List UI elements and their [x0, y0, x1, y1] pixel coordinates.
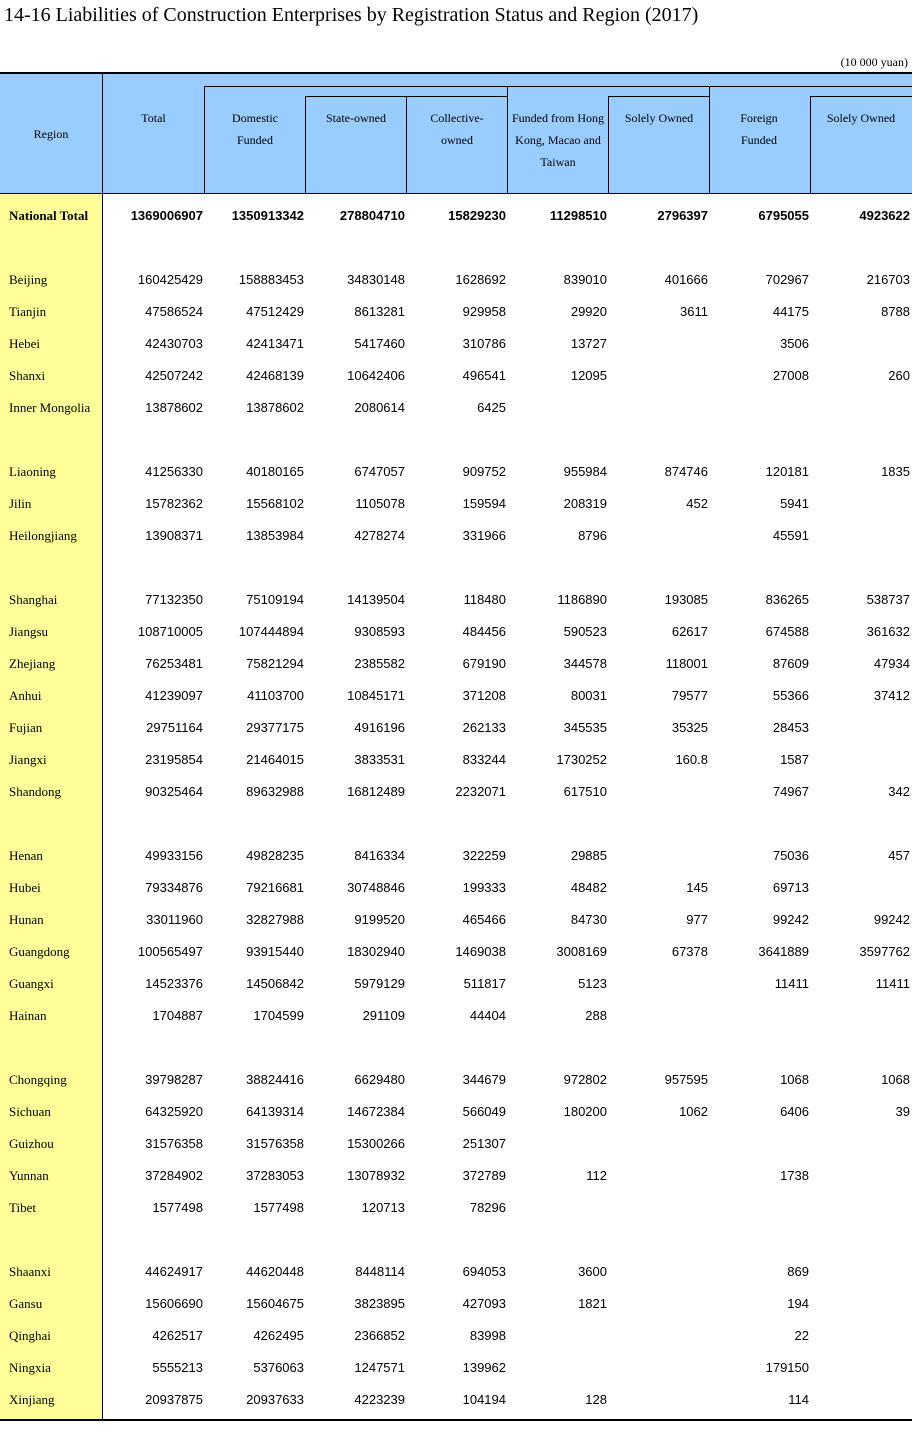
- cell-value: 99242: [873, 912, 910, 927]
- table-row: [0, 1264, 912, 1284]
- region-name: Hainan: [9, 1008, 47, 1023]
- region-name: Jilin: [9, 496, 32, 511]
- cell-value: 8416334: [354, 848, 405, 863]
- cell-value: 49828235: [246, 848, 304, 863]
- cell-value: 874746: [664, 464, 708, 479]
- cell-value: 41256330: [145, 464, 203, 479]
- cell-value: 93915440: [246, 944, 304, 959]
- cell-value: 77132350: [145, 592, 203, 607]
- cell-value: 3008169: [556, 944, 607, 959]
- cell-value: 84730: [570, 912, 607, 927]
- table-row: [0, 496, 912, 516]
- cell-value: 41103700: [247, 688, 304, 703]
- cell-value: 87609: [772, 656, 809, 671]
- cell-value: 89632988: [246, 784, 304, 799]
- cell-value: 29885: [570, 848, 607, 863]
- cell-value: 262133: [462, 720, 506, 735]
- table-row: [0, 304, 912, 324]
- cell-value: 496541: [462, 368, 506, 383]
- cell-value: 99242: [772, 912, 809, 927]
- region-name: Shaanxi: [9, 1264, 51, 1279]
- cell-value: 1577498: [253, 1200, 304, 1215]
- cell-value: 401666: [664, 272, 708, 287]
- table-row: [0, 1392, 912, 1412]
- cell-value: 41239097: [145, 688, 203, 703]
- cell-value: 22: [794, 1328, 809, 1343]
- cell-value: 32827988: [246, 912, 304, 927]
- cell-value: 39798287: [145, 1072, 203, 1087]
- header-solely-owned-1: Solely Owned: [624, 111, 694, 125]
- table-row: [0, 1168, 912, 1188]
- cell-value: 8613281: [354, 304, 405, 319]
- cell-value: 16812489: [347, 784, 405, 799]
- cell-value: 15829230: [448, 208, 506, 223]
- cell-value: 139962: [462, 1360, 506, 1375]
- cell-value: 13878602: [145, 400, 203, 415]
- cell-value: 76253481: [145, 656, 203, 671]
- cell-value: 1835: [881, 464, 910, 479]
- cell-value: 9199520: [354, 912, 405, 927]
- cell-value: 14523376: [145, 976, 203, 991]
- cell-value: 12095: [570, 368, 607, 383]
- table-bottom-rule: [0, 1419, 912, 1421]
- cell-value: 6747057: [354, 464, 405, 479]
- cell-value: 869: [787, 1264, 809, 1279]
- region-name: Beijing: [9, 272, 48, 287]
- cell-value: 10845171: [347, 688, 405, 703]
- cell-value: 1587: [780, 752, 809, 767]
- region-name: Guangxi: [9, 976, 54, 991]
- cell-value: 3833531: [354, 752, 405, 767]
- cell-value: 9308593: [354, 624, 405, 639]
- cell-value: 4923622: [859, 208, 910, 223]
- cell-value: 114: [788, 1392, 809, 1407]
- region-name: Zhejiang: [9, 656, 56, 671]
- cell-value: 344578: [563, 656, 607, 671]
- cell-value: 10642406: [347, 368, 405, 383]
- region-name: Heilongjiang: [9, 528, 77, 543]
- cell-value: 5417460: [354, 336, 405, 351]
- cell-value: 345535: [563, 720, 607, 735]
- table-row: [0, 528, 912, 548]
- header-solely-owned-2: Solely Owned: [826, 111, 896, 125]
- cell-value: 4916196: [354, 720, 405, 735]
- cell-value: 617510: [563, 784, 607, 799]
- cell-value: 839010: [563, 272, 607, 287]
- header-foreign: Foreign Funded: [740, 111, 778, 147]
- region-name: Liaoning: [9, 464, 56, 479]
- cell-value: 4262495: [253, 1328, 304, 1343]
- region-name: National Total: [9, 208, 89, 223]
- cell-value: 158883453: [238, 272, 304, 287]
- cell-value: 29751164: [146, 720, 203, 735]
- cell-value: 34830148: [347, 272, 405, 287]
- cell-value: 8796: [578, 528, 607, 543]
- cell-value: 1821: [578, 1296, 607, 1311]
- table-row: [0, 976, 912, 996]
- cell-value: 291109: [362, 1008, 405, 1023]
- header-hkmt: Funded from Hong Kong, Macao and Taiwan: [512, 111, 604, 169]
- cell-value: 79216681: [246, 880, 304, 895]
- region-name: Guizhou: [9, 1136, 54, 1151]
- cell-value: 5123: [578, 976, 607, 991]
- header-domestic: Domestic Funded: [232, 111, 278, 147]
- cell-value: 955984: [563, 464, 607, 479]
- cell-value: 322259: [462, 848, 506, 863]
- table-title: 14-16 Liabilities of Construction Enterprises by Registration Status and Region (2017): [4, 4, 699, 26]
- cell-value: 15782362: [145, 496, 203, 511]
- cell-value: 1068: [881, 1072, 910, 1087]
- table-row: [0, 880, 912, 900]
- cell-value: 13908371: [145, 528, 203, 543]
- cell-value: 29920: [570, 304, 607, 319]
- cell-value: 957595: [664, 1072, 708, 1087]
- cell-value: 1704887: [152, 1008, 203, 1023]
- table-row: [0, 944, 912, 964]
- cell-value: 39: [895, 1104, 910, 1119]
- header-region: Region: [33, 127, 69, 141]
- cell-value: 38824416: [246, 1072, 304, 1087]
- cell-value: 372789: [462, 1168, 506, 1183]
- cell-value: 20937633: [246, 1392, 304, 1407]
- table-row: [0, 656, 912, 676]
- table-row: [0, 752, 912, 772]
- table-row: [0, 592, 912, 612]
- cell-value: 35325: [671, 720, 708, 735]
- cell-value: 538737: [866, 592, 910, 607]
- cell-value: 6425: [477, 400, 506, 415]
- cell-value: 331966: [462, 528, 506, 543]
- cell-value: 3600: [578, 1264, 607, 1279]
- cell-value: 694053: [462, 1264, 506, 1279]
- cell-value: 160425429: [137, 272, 203, 287]
- cell-value: 2080614: [354, 400, 405, 415]
- cell-value: 44404: [469, 1008, 506, 1023]
- cell-value: 21464015: [246, 752, 304, 767]
- cell-value: 112: [586, 1168, 607, 1183]
- cell-value: 42430703: [145, 336, 203, 351]
- cell-value: 1628692: [455, 272, 506, 287]
- region-name: Hubei: [9, 880, 41, 895]
- cell-value: 278804710: [339, 208, 405, 223]
- table-row: [0, 624, 912, 644]
- table-row: [0, 784, 912, 804]
- table-row: [0, 1104, 912, 1124]
- cell-value: 118480: [463, 592, 506, 607]
- cell-value: 75036: [772, 848, 809, 863]
- cell-value: 13078932: [347, 1168, 405, 1183]
- cell-value: 27008: [772, 368, 809, 383]
- cell-value: 118001: [665, 656, 708, 671]
- cell-value: 371208: [462, 688, 506, 703]
- region-name: Chongqing: [9, 1072, 67, 1087]
- cell-value: 44620448: [246, 1264, 304, 1279]
- cell-value: 427093: [462, 1296, 506, 1311]
- cell-value: 78296: [469, 1200, 506, 1215]
- cell-value: 79577: [671, 688, 708, 703]
- cell-value: 199333: [462, 880, 506, 895]
- table-header: [0, 72, 912, 194]
- cell-value: 29377175: [246, 720, 304, 735]
- cell-value: 74967: [772, 784, 809, 799]
- table-row: [0, 208, 912, 228]
- cell-value: 1704599: [253, 1008, 304, 1023]
- cell-value: 79334876: [145, 880, 203, 895]
- cell-value: 1369006907: [130, 208, 203, 223]
- cell-value: 75109194: [246, 592, 304, 607]
- table-row: [0, 1328, 912, 1348]
- cell-value: 929958: [462, 304, 506, 319]
- cell-value: 14139504: [347, 592, 405, 607]
- region-name: Qinghai: [9, 1328, 51, 1343]
- cell-value: 31576358: [145, 1136, 203, 1151]
- cell-value: 1068: [780, 1072, 809, 1087]
- cell-value: 8788: [881, 304, 910, 319]
- cell-value: 47934: [873, 656, 910, 671]
- cell-value: 702967: [765, 272, 809, 287]
- cell-value: 1105078: [355, 496, 405, 511]
- cell-value: 14672384: [347, 1104, 405, 1119]
- cell-value: 42507242: [145, 368, 203, 383]
- cell-value: 11411: [774, 976, 809, 991]
- cell-value: 40180165: [246, 464, 304, 479]
- cell-value: 1577498: [152, 1200, 203, 1215]
- cell-value: 194: [787, 1296, 809, 1311]
- cell-value: 216703: [866, 272, 910, 287]
- table-row: [0, 1200, 912, 1220]
- cell-value: 75821294: [246, 656, 304, 671]
- cell-value: 836265: [765, 592, 809, 607]
- cell-value: 37284902: [145, 1168, 203, 1183]
- cell-value: 49933156: [145, 848, 203, 863]
- cell-value: 251307: [462, 1136, 506, 1151]
- cell-value: 13727: [570, 336, 607, 351]
- cell-value: 120181: [765, 464, 809, 479]
- cell-value: 37283053: [246, 1168, 304, 1183]
- cell-value: 511817: [463, 976, 506, 991]
- table-row: [0, 336, 912, 356]
- cell-value: 3611: [680, 304, 708, 319]
- cell-value: 4262517: [152, 1328, 203, 1343]
- cell-value: 55366: [772, 688, 809, 703]
- cell-value: 11411: [875, 976, 910, 991]
- region-name: Shanxi: [9, 368, 46, 383]
- cell-value: 20937875: [145, 1392, 203, 1407]
- cell-value: 5941: [780, 496, 809, 511]
- cell-value: 972802: [563, 1072, 607, 1087]
- region-name: Hebei: [9, 336, 41, 351]
- cell-value: 484456: [462, 624, 506, 639]
- cell-value: 6406: [780, 1104, 809, 1119]
- cell-value: 62617: [671, 624, 708, 639]
- region-name: Anhui: [9, 688, 42, 703]
- table-row: [0, 1296, 912, 1316]
- cell-value: 15606690: [145, 1296, 203, 1311]
- cell-value: 33011960: [146, 912, 203, 927]
- cell-value: 4223239: [354, 1392, 405, 1407]
- cell-value: 909752: [462, 464, 506, 479]
- cell-value: 47512429: [246, 304, 304, 319]
- table-row: [0, 848, 912, 868]
- cell-value: 159594: [462, 496, 506, 511]
- cell-value: 42468139: [246, 368, 304, 383]
- cell-value: 120713: [361, 1200, 405, 1215]
- cell-value: 1062: [679, 1104, 708, 1119]
- unit-label: (10 000 yuan): [840, 55, 908, 69]
- cell-value: 45591: [772, 528, 809, 543]
- cell-value: 64325920: [145, 1104, 203, 1119]
- cell-value: 64139314: [246, 1104, 304, 1119]
- cell-value: 1247571: [354, 1360, 405, 1375]
- cell-value: 452: [686, 496, 708, 511]
- region-name: Tianjin: [9, 304, 47, 319]
- table-row: [0, 464, 912, 484]
- cell-value: 180200: [563, 1104, 607, 1119]
- cell-value: 31576358: [246, 1136, 304, 1151]
- region-name: Shandong: [9, 784, 61, 799]
- cell-value: 342: [888, 784, 910, 799]
- cell-value: 11298510: [549, 208, 607, 223]
- cell-value: 3823895: [354, 1296, 405, 1311]
- table-row: [0, 1136, 912, 1156]
- cell-value: 8448114: [355, 1264, 405, 1279]
- cell-value: 2796397: [657, 208, 708, 223]
- region-name: Fujian: [9, 720, 43, 735]
- table-row: [0, 688, 912, 708]
- region-name: Gansu: [9, 1296, 43, 1311]
- cell-value: 14506842: [246, 976, 304, 991]
- cell-value: 361632: [866, 624, 910, 639]
- cell-value: 100565497: [137, 944, 203, 959]
- cell-value: 13878602: [246, 400, 304, 415]
- cell-value: 977: [686, 912, 708, 927]
- region-name: Sichuan: [9, 1104, 51, 1119]
- cell-value: 6629480: [354, 1072, 405, 1087]
- cell-value: 1730252: [556, 752, 607, 767]
- cell-value: 2385582: [354, 656, 405, 671]
- cell-value: 90325464: [145, 784, 203, 799]
- region-name: Yunnan: [9, 1168, 49, 1183]
- header-collective: Collective-owned: [430, 111, 484, 147]
- region-name: Jiangxi: [9, 752, 47, 767]
- cell-value: 566049: [462, 1104, 506, 1119]
- cell-value: 13853984: [246, 528, 304, 543]
- cell-value: 5979129: [354, 976, 405, 991]
- table-row: [0, 720, 912, 740]
- table-row: [0, 1360, 912, 1380]
- cell-value: 5376063: [253, 1360, 304, 1375]
- header-total: Total: [141, 111, 166, 125]
- cell-value: 1469038: [455, 944, 506, 959]
- cell-value: 37412: [873, 688, 910, 703]
- region-name: Jiangsu: [9, 624, 48, 639]
- cell-value: 67378: [671, 944, 708, 959]
- cell-value: 288: [585, 1008, 607, 1023]
- table-row: [0, 912, 912, 932]
- region-name: Ningxia: [9, 1360, 51, 1375]
- cell-value: 15568102: [246, 496, 304, 511]
- table-row: [0, 272, 912, 292]
- cell-value: 4278274: [354, 528, 405, 543]
- cell-value: 179150: [765, 1360, 809, 1375]
- cell-value: 15300266: [347, 1136, 405, 1151]
- cell-value: 47586524: [145, 304, 203, 319]
- cell-value: 18302940: [347, 944, 405, 959]
- cell-value: 2232071: [455, 784, 506, 799]
- cell-value: 80031: [570, 688, 607, 703]
- cell-value: 3597762: [859, 944, 910, 959]
- cell-value: 28453: [772, 720, 809, 735]
- table-row: [0, 1072, 912, 1092]
- cell-value: 30748846: [347, 880, 405, 895]
- table-row: [0, 1008, 912, 1028]
- cell-value: 679190: [462, 656, 506, 671]
- region-name: Inner Mongolia: [9, 400, 91, 415]
- cell-value: 208319: [563, 496, 607, 511]
- cell-value: 69713: [772, 880, 809, 895]
- cell-value: 104194: [462, 1392, 506, 1407]
- cell-value: 1350913342: [231, 208, 304, 223]
- region-name: Henan: [9, 848, 43, 863]
- cell-value: 590523: [563, 624, 607, 639]
- table-row: [0, 368, 912, 388]
- cell-value: 193085: [664, 592, 708, 607]
- cell-value: 833244: [462, 752, 506, 767]
- cell-value: 674588: [765, 624, 809, 639]
- cell-value: 83998: [469, 1328, 506, 1343]
- cell-value: 48482: [570, 880, 607, 895]
- cell-value: 3641889: [758, 944, 809, 959]
- cell-value: 1186890: [557, 592, 607, 607]
- cell-value: 5555213: [152, 1360, 203, 1375]
- region-name: Hunan: [9, 912, 44, 927]
- cell-value: 107444894: [238, 624, 304, 639]
- cell-value: 145: [686, 880, 708, 895]
- cell-value: 465466: [462, 912, 506, 927]
- cell-value: 6795055: [758, 208, 809, 223]
- cell-value: 23195854: [145, 752, 203, 767]
- cell-value: 108710005: [137, 624, 203, 639]
- cell-value: 42413471: [246, 336, 304, 351]
- cell-value: 44624917: [145, 1264, 203, 1279]
- cell-value: 1738: [780, 1168, 809, 1183]
- cell-value: 15604675: [246, 1296, 304, 1311]
- cell-value: 2366852: [354, 1328, 405, 1343]
- cell-value: 260: [888, 368, 910, 383]
- table-row: [0, 400, 912, 420]
- cell-value: 44175: [772, 304, 809, 319]
- cell-value: 457: [888, 848, 910, 863]
- cell-value: 128: [585, 1392, 607, 1407]
- region-name: Tibet: [9, 1200, 36, 1215]
- header-state: State-owned: [326, 111, 386, 125]
- cell-value: 344679: [462, 1072, 506, 1087]
- cell-value: 3506: [780, 336, 809, 351]
- cell-value: 310786: [462, 336, 506, 351]
- region-name: Xinjiang: [9, 1392, 55, 1407]
- region-name: Shanghai: [9, 592, 58, 607]
- region-name: Guangdong: [9, 944, 70, 959]
- cell-value: 160.8: [675, 752, 708, 767]
